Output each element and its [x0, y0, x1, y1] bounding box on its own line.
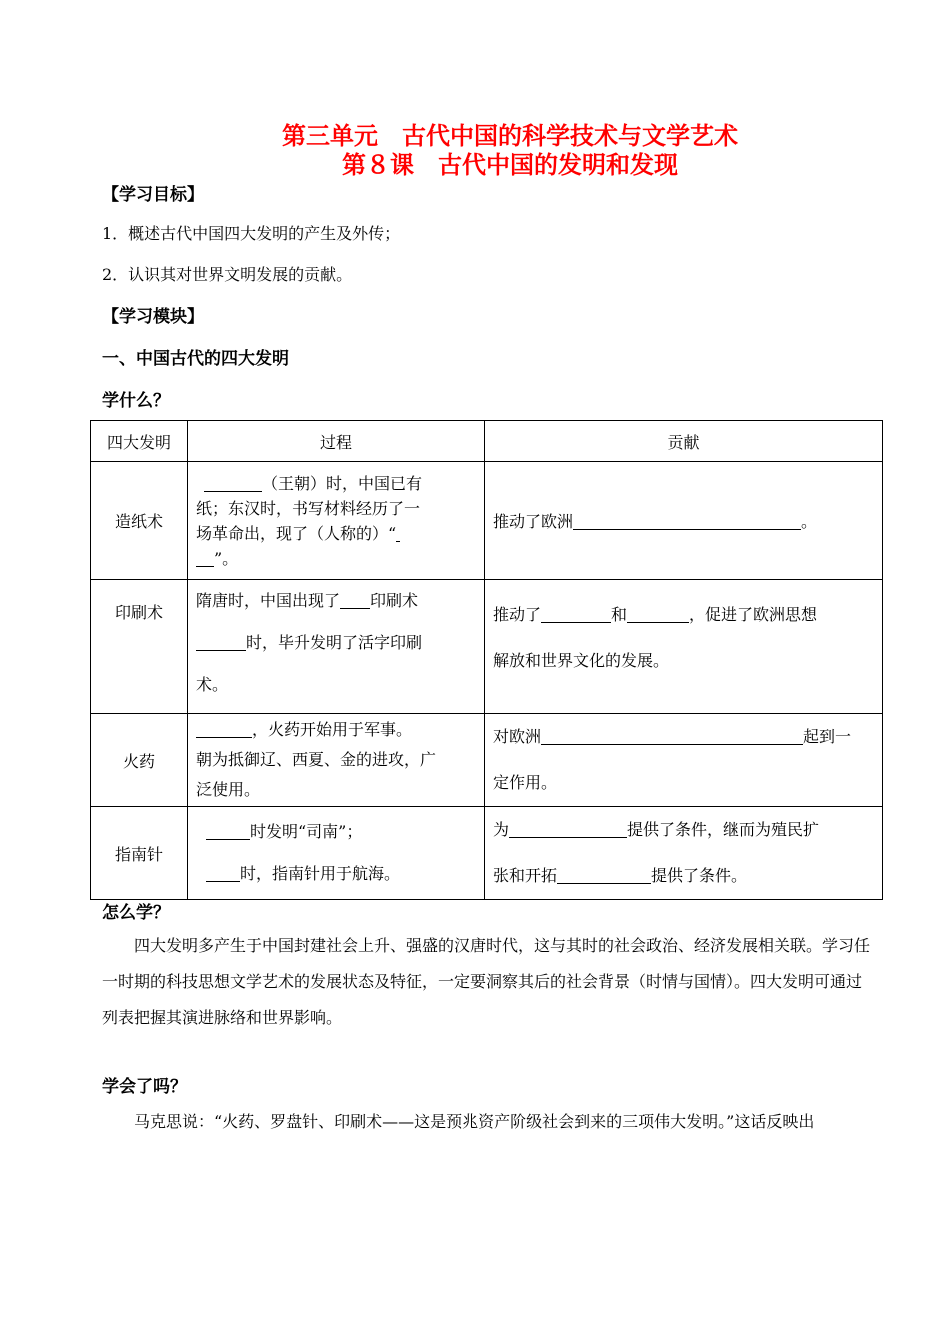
- fill-blank[interactable]: [206, 822, 250, 840]
- table-header-row: [91, 421, 883, 462]
- how-paragraph: 四大发明多产生于中国封建社会上升、强盛的汉唐时代，这与其时的社会政治、经济发展相关联。学习任一时期的科技思想文学艺术的发展状态及特征，一定要洞察其后的社会背景（时情与国情）。四大发明可通过列表把握其演进脉络和世界影响。: [102, 936, 871, 1027]
- fill-blank[interactable]: [541, 605, 611, 623]
- header-invention: 四大发明: [91, 421, 188, 462]
- lesson-title: 第８课 古代中国的发明和发现: [342, 151, 678, 179]
- process-cell: ，火药开始用于军事。 朝为抵御辽、西夏、金的进攻，广 泛使用。: [188, 714, 485, 807]
- fill-blank[interactable]: [541, 727, 803, 745]
- module-heading: 【学习模块】: [102, 307, 204, 327]
- invention-name: 指南针: [91, 807, 188, 900]
- invention-name: 印刷术: [91, 580, 188, 714]
- fill-blank[interactable]: [396, 524, 400, 542]
- fill-blank[interactable]: [200, 549, 214, 567]
- contribution-cell: 推动了欧洲 。: [485, 462, 883, 580]
- learn-what-heading: 学什么？: [102, 391, 170, 411]
- fill-blank[interactable]: [204, 474, 262, 492]
- process-cell: （王朝）时，中国已有 纸；东汉时，书写材料经历了一 场革命出，现了（人称的）“ ”。: [188, 462, 485, 580]
- process-cell: 时发明“司南”； 时，指南针用于航海。: [188, 807, 485, 900]
- how-heading: 怎么学？: [102, 903, 170, 923]
- header-process: 过程: [188, 421, 485, 462]
- table-row: [91, 580, 883, 714]
- fill-blank[interactable]: [196, 633, 246, 651]
- fill-blank[interactable]: [509, 820, 627, 838]
- table-row: [91, 714, 883, 807]
- process-cell: 隋唐时，中国出现了 印刷术 时，毕升发明了活字印刷 术。: [188, 580, 485, 714]
- header-contribution: 贡献: [485, 421, 883, 462]
- fill-blank[interactable]: [573, 512, 801, 530]
- table-row: [91, 807, 883, 900]
- check-paragraph: 马克思说：“火药、罗盘针、印刷术——这是预兆资产阶级社会到来的三项伟大发明。”这话反映出: [134, 1112, 815, 1131]
- check-heading: 学会了吗？: [102, 1077, 187, 1097]
- fill-blank[interactable]: [196, 720, 252, 738]
- contribution-cell: 为 提供了条件，继而为殖民扩 张和开拓 提供了条件。: [485, 807, 883, 900]
- goal-item-2: 2．认识其对世界文明发展的贡献。: [102, 265, 353, 284]
- unit-title: 第三单元 古代中国的科学技术与文学艺术: [282, 122, 738, 150]
- invention-name: 火药: [91, 714, 188, 807]
- contribution-cell: 对欧洲 起到一 定作用。: [485, 714, 883, 807]
- section-heading: 一、中国古代的四大发明: [102, 349, 289, 369]
- invention-name: 造纸术: [91, 462, 188, 580]
- fill-blank[interactable]: [340, 591, 370, 609]
- contribution-cell: 推动了 和 ，促进了欧洲思想 解放和世界文化的发展。: [485, 580, 883, 714]
- table-row: [91, 462, 883, 580]
- fill-blank[interactable]: [557, 866, 651, 884]
- inventions-table: [90, 420, 883, 900]
- goal-item-1: 1．概述古代中国四大发明的产生及外传；: [102, 224, 401, 243]
- fill-blank[interactable]: [627, 605, 689, 623]
- goals-heading: 【学习目标】: [102, 185, 204, 205]
- fill-blank[interactable]: [206, 864, 240, 882]
